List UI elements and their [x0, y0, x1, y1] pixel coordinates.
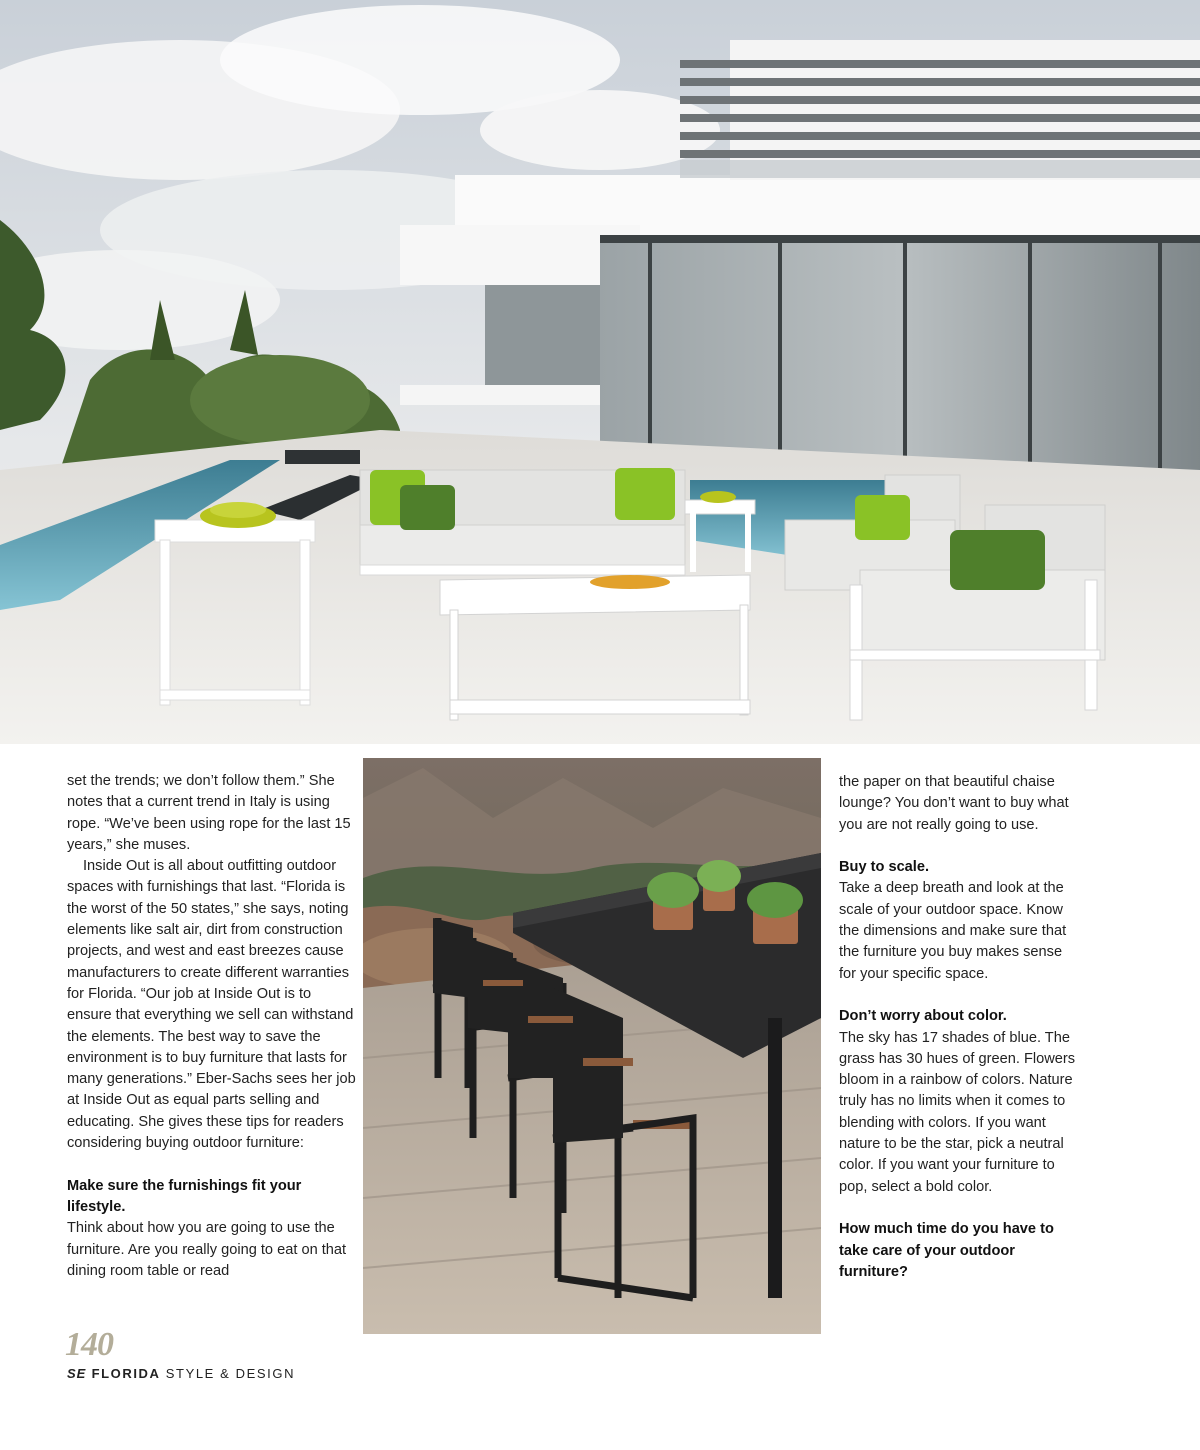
magazine-name [67, 1366, 295, 1381]
magazine-name-rest: STYLE & DESIGN [165, 1366, 296, 1381]
dining-photo [363, 758, 821, 1334]
left-text-column [67, 771, 357, 1282]
right-paragraph-3: The sky has 17 shades of blue. The grass has 30 hues of green. Flowers bloom in a rainbow of colors. Nature truly has no limits when it comes to blending with colors. If you want nature to be the star, pick a neutral color. If you want your furniture to pop, select a bold color. [839, 1029, 1076, 1195]
left-paragraph-2: Inside Out is all about outfitting outdoor spaces with furnishings that last. “Florida is the worst of the 50 states,” she says, noting elements like salt air, dirt from construction projects, and west and east breezes cause manufacturers to create different warranties for Florida. “Our job at Inside Out is to ensure that everything we sell can withstand the elements. The best way to save the environment is to buy furniture that lasts for many generations.” Eber-Sachs sees her job at Inside Out as equal parts selling and educating. She gives these tips for readers considering buying outdoor furniture: [67, 858, 356, 1152]
paragraph-gap [839, 985, 1079, 1006]
right-text-column [839, 772, 1079, 1283]
page-number: 140 [65, 1326, 113, 1363]
tip-heading-scale: Buy to scale. [839, 859, 930, 876]
tip-heading-care: How much time do you have to take care of your outdoor furniture? [839, 1221, 1054, 1280]
tip-heading-lifestyle: Make sure the furnishings fit your lifestyle. [67, 1177, 302, 1215]
right-paragraph-1: the paper on that beautiful chaise lounge? You don’t want to buy what you are not really going to use. [839, 774, 1069, 833]
paragraph-gap [839, 1198, 1079, 1219]
paragraph-gap [839, 836, 1079, 857]
tip-heading-color: Don’t worry about color. [839, 1008, 1007, 1025]
paragraph-gap [67, 1154, 357, 1175]
left-paragraph-1: set the trends; we don’t follow them.” She notes that a current trend in Italy is using rope. “We’ve been using rope for the last 15 years,” she muses. [67, 773, 351, 853]
right-paragraph-2: Take a deep breath and look at the scale of your outdoor space. Know the dimensions and make sure that the furniture you buy makes sense for your specific space. [839, 880, 1067, 982]
left-paragraph-3: Think about how you are going to use the furniture. Are you really going to eat on that dining room table or read [67, 1220, 347, 1279]
dining-set-photo-icon [363, 758, 821, 1334]
magazine-name-se: SE [67, 1366, 87, 1381]
magazine-name-florida: FLORIDA [91, 1366, 161, 1381]
